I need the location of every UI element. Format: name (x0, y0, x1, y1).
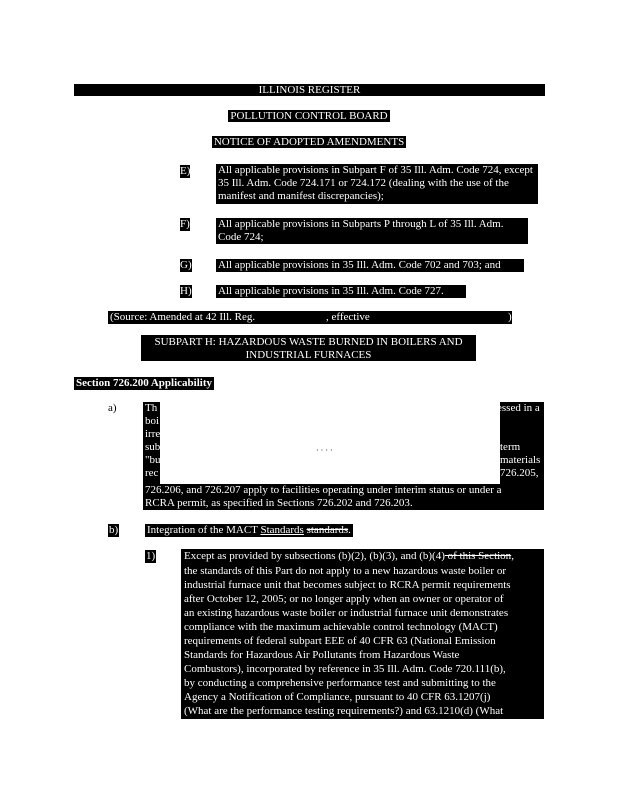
para-b-heading (145, 524, 353, 537)
item-h-label: H) (180, 285, 192, 297)
para-b-period: . (348, 524, 351, 536)
section-heading: Section 726.200 Applicability (76, 377, 212, 389)
item-h-text: All applicable provisions in 35 Ill. Adm. Code 727. (216, 285, 466, 298)
item-e-label: E) (180, 165, 191, 177)
para-b1-label: 1) (146, 550, 156, 562)
para-b-label: b) (109, 524, 119, 536)
para-a-l3: irre (145, 428, 161, 440)
notice-title-text: NOTICE OF ADOPTED AMENDMENTS (213, 136, 405, 148)
para-b1-first-after: , (511, 550, 514, 562)
source-suffix: ) (508, 311, 512, 323)
para-b-inserted: Standards (260, 524, 304, 536)
para-b1-first-deleted: of this Section (444, 550, 512, 562)
item-f-text: All applicable provisions in Subparts P through L of 35 Ill. Adm. Code 724; (216, 218, 528, 244)
para-b1-line-11: Agency a Notification of Compliance, pursuant to 40 CFR 63.1207(j) (184, 691, 491, 703)
para-b1-line-10: by conducting a comprehensive performance test and submitting to the (184, 677, 496, 689)
para-b1-line-12: (What are the performance testing requirements?) and 63.1210(d) (What (184, 705, 504, 717)
para-a-l1-end: essed in a (497, 402, 540, 414)
para-b1-line-5: an existing hazardous waste boiler or industrial furnace unit demonstrates (184, 607, 509, 619)
para-b1-first-before: Except as provided by subsections (b)(2), (b)(3), and (b)(4) (184, 550, 445, 562)
para-b-deleted: standards (306, 524, 349, 536)
para-b1-line-3: industrial furnace unit that becomes subject to RCRA permit requirements (184, 579, 511, 591)
para-a-l4-end: term (500, 441, 521, 453)
para-b1-line-6: compliance with the maximum achievable control technology (MACT) (184, 621, 498, 633)
para-a-l2: boi (145, 415, 160, 427)
para-a-l1-start: Th (145, 402, 158, 414)
para-b1-line-8: Standards for Hazardous Air Pollutants from Hazardous Waste (184, 649, 460, 661)
para-a-l4: sub (145, 441, 161, 453)
item-g-text: All applicable provisions in 35 Ill. Adm. Code 702 and 703; and (216, 259, 524, 272)
subpart-title-line2: INDUSTRIAL FURNACES (245, 349, 372, 361)
board-title-text: POLLUTION CONTROL BOARD (230, 110, 388, 122)
para-b1-line-2: the standards of this Part do not apply to a new hazardous waste boiler or (184, 565, 506, 577)
para-b1-line-9: Combustors), incorporated by reference in 35 Ill. Adm. Code 720.111(b), (184, 663, 506, 675)
subpart-title-line1: SUBPART H: HAZARDOUS WASTE BURNED IN BOILERS AND (154, 336, 463, 348)
para-a-l7: 726.206, and 726.207 apply to facilities operating under interim status or under a (145, 484, 502, 496)
item-f-label: F) (180, 218, 190, 230)
para-b1-line-4: after October 12, 2005; or no longer apply when an owner or operator of (184, 593, 504, 605)
notice-title (0, 136, 618, 149)
para-a-l8: RCRA permit, as specified in Sections 726.202 and 726.203. (145, 497, 413, 509)
para-a-l6: rec (145, 467, 159, 479)
register-title: ILLINOIS REGISTER (258, 84, 361, 96)
para-a-l5-end: materials (500, 454, 541, 466)
board-title (0, 110, 618, 123)
para-b1-line-7: requirements of federal subpart EEE of 40 CFR 63 (National Emission (184, 635, 496, 647)
para-a-l6-end: 726.205, (500, 467, 539, 479)
source-prefix: (Source: Amended at 42 Ill. Reg. (110, 311, 256, 323)
item-g-label: G) (180, 259, 192, 271)
para-b1-line-first (184, 550, 514, 563)
para-a-label: a) (108, 402, 117, 414)
para-a-l5: "bu (145, 454, 161, 466)
scan-speck: · · · · (316, 446, 333, 455)
source-middle: , effective (326, 311, 370, 323)
para-a-blank (160, 402, 500, 484)
item-e-text: All applicable provisions in Subpart F of 35 Ill. Adm. Code 724, except 35 Ill. Adm. Code 724.171 or 724.172 (dealing with the use of the manifest and manifest discrepancies); (216, 164, 538, 204)
para-b-text: Integration of the MACT (147, 524, 261, 536)
